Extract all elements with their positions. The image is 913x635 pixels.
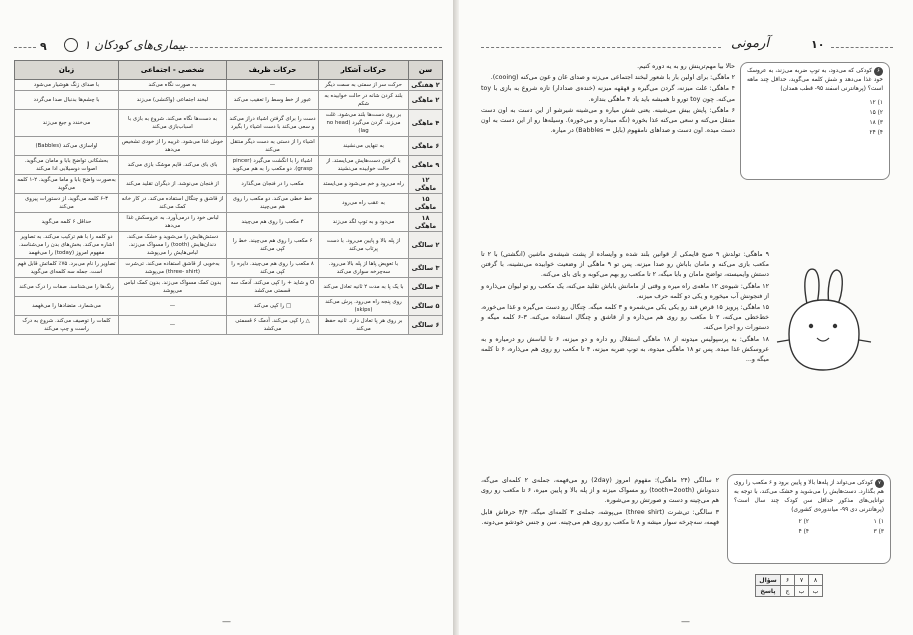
table-cell: اواسازی می‌کند (Babbles) bbox=[15, 137, 119, 156]
table-cell: از فنجان می‌نوشد. از دیگران تقلید می‌کند bbox=[119, 175, 227, 194]
table-cell: با چشم‌ها بدنبال صدا می‌گردد bbox=[15, 91, 119, 110]
age-cell: ۴ سالگی bbox=[409, 278, 443, 297]
table-cell: از قاشق و چنگال استفاده می‌کند. در کار خانه کمک می‌کند bbox=[119, 194, 227, 213]
table-row bbox=[15, 297, 443, 316]
paragraph: ۲ سالگی (۲۴ ماهگی): مفهوم امروز (2day) رو می‌فهمه، جمله‌ی ۲ کلمه‌ای می‌گه، دندوناش (tooth=2ooth) رو مسواک میزنه و از پله بالا و پایین میره، ۶ تا مکعب رو روی هم می‌چینه و دست و صورتش رو می‌شوره. bbox=[481, 477, 720, 505]
page-title: بیماری‌های کودکان ۱ bbox=[84, 38, 186, 52]
option-4[interactable]: ۴) ۲۴ bbox=[869, 130, 883, 136]
table-cell: لباس خود را درمی‌آورد. به عروسکش غذا می‌دهد bbox=[119, 213, 227, 232]
table-cell: با صدای زنگ هوشیار می‌شود bbox=[15, 80, 119, 91]
option-1[interactable]: ۱) ۱ bbox=[873, 519, 884, 525]
age-cell: ۱۲ ماهگی bbox=[409, 175, 443, 194]
table-cell: اشیاء را با انگشت می‌گیرد (pincer grasp). دو مکعب را به هم می‌کوبد bbox=[227, 156, 319, 175]
age-cell: ۳ سالگی bbox=[409, 259, 443, 278]
table-cell: دو کلمه را با هم ترکیب می‌کند. به تصاویر اشاره می‌کند. بخش‌های بدن را می‌شناسد. مفهوم امروز (today) را می‌فهمد bbox=[15, 232, 119, 259]
header-rule bbox=[831, 47, 893, 48]
column-header: حرکات آشکار bbox=[319, 61, 409, 80]
page-number: ۹ bbox=[40, 40, 47, 53]
table-cell: می‌دود و به توپ لگد می‌زند bbox=[319, 213, 409, 232]
option-1[interactable]: ۱) ۱۲ bbox=[869, 100, 883, 106]
age-cell: ۵ سالگی bbox=[409, 297, 443, 316]
answer-key-cell: ج bbox=[781, 586, 795, 597]
table-cell: بر روی دست‌ها بلند می‌شود. غلت می‌زند. گردن می‌گیرد (no head lag) bbox=[319, 110, 409, 137]
answer-key-cell: ۸ bbox=[809, 575, 823, 586]
age-cell: ۲ سالگی bbox=[409, 232, 443, 259]
table-row bbox=[15, 137, 443, 156]
option-2[interactable]: ۲) ۱۵ bbox=[869, 110, 883, 116]
question-box bbox=[727, 474, 891, 564]
explanation-middle bbox=[481, 250, 769, 366]
table-header-row bbox=[15, 61, 443, 80]
table-cell: ۶-۳ کلمه می‌گوید. از دستورات پیروی می‌کند bbox=[15, 194, 119, 213]
table-cell: به‌صورت واضح بابا و ماما می‌گوید. ۲-۱ کلمه می‌گوید bbox=[15, 175, 119, 194]
age-cell: ۴ ماهگی bbox=[409, 110, 443, 137]
column-header: سن bbox=[409, 61, 443, 80]
option-2[interactable]: ۲) ۲ bbox=[798, 519, 809, 525]
table-cell: با تعویض پاها از پله بالا می‌رود. سه‌چرخه سواری می‌کند bbox=[319, 259, 409, 278]
brand-title: آرمونی bbox=[731, 36, 770, 51]
answer-key-table bbox=[755, 574, 823, 597]
page-number: ۱۰ bbox=[811, 38, 825, 51]
option-4[interactable]: ۴) ۴ bbox=[798, 529, 809, 535]
option-3[interactable]: ۳) ۳ bbox=[873, 529, 884, 535]
table-cell: □ را کپی می‌کند bbox=[227, 297, 319, 316]
answer-key-cell: ۶ bbox=[781, 575, 795, 586]
column-header: شخصی - اجتماعی bbox=[119, 61, 227, 80]
table-row bbox=[15, 316, 443, 335]
table-cell: راه می‌رود و خم می‌شود و می‌ایستد bbox=[319, 175, 409, 194]
answer-key-cell: ۷ bbox=[795, 575, 809, 586]
table-cell: از پله بالا و پایین می‌رود. با دست پرتاب می‌کند bbox=[319, 232, 409, 259]
table-cell: رنگ‌ها را می‌شناسد. صفات را درک می‌کند bbox=[15, 278, 119, 297]
left-page bbox=[0, 0, 453, 635]
table-cell: حداقل ۶ کلمه می‌گوید bbox=[15, 213, 119, 232]
age-cell: ۶ ماهگی bbox=[409, 137, 443, 156]
table-cell: روی پنجه راه می‌رود. پرش می‌کند (skips) bbox=[319, 297, 409, 316]
table-cell: خط خطی می‌کند. دو مکعب را روی هم می‌چیند bbox=[227, 194, 319, 213]
table-cell: با یک پا به مدت ۲ ثانیه تعادل می‌کند bbox=[319, 278, 409, 297]
table-row bbox=[15, 194, 443, 213]
header-rule bbox=[180, 47, 442, 48]
table-cell: کلمات را توصیف می‌کند. شروع به درک راست و چپ می‌کند bbox=[15, 316, 119, 335]
table-cell: حرکت سر از سمتی به سمت دیگر bbox=[319, 80, 409, 91]
table-cell: به صورت نگاه می‌کند bbox=[119, 80, 227, 91]
age-cell: ۱۵ ماهگی bbox=[409, 194, 443, 213]
development-table bbox=[14, 60, 443, 335]
table-row bbox=[15, 80, 443, 91]
table-cell: دست را برای گرفتن اشیاء دراز می‌کند و سعی می‌کند با دست اشیاء را بگیرد bbox=[227, 110, 319, 137]
age-cell: ۲ هفتگی bbox=[409, 80, 443, 91]
table-cell: — bbox=[227, 80, 319, 91]
right-page bbox=[459, 0, 913, 635]
paragraph: ۱۲ ماهگی: شیوه‌ی ۱۲ ماهه‌ی راه میره و وقتی از ما‌مانش باباش تقلید می‌کنه، یک مکعب رو تو لیوان می‌ذاره و از فنجونش آب میخوره و یکی دو کلمه حرف میزنه. bbox=[481, 282, 769, 300]
table-cell: O و شاید + را کپی می‌کند. آدمک سه قسمتی می‌کشد bbox=[227, 278, 319, 297]
answer-key-row bbox=[756, 586, 823, 597]
header-rule bbox=[481, 47, 721, 48]
table-cell: با گرفتن دست‌هایش می‌ایستد. از حالت خوابیده می‌نشیند bbox=[319, 156, 409, 175]
question-options bbox=[734, 517, 884, 537]
table-cell: بدون کمک مسواک می‌زند. بدون کمک لباس می‌پوشد bbox=[119, 278, 227, 297]
table-cell: می‌خندد و جیغ می‌زند bbox=[15, 110, 119, 137]
table-cell: تصاویر را نام می‌برد. ۷۵٪ کلماتش قابل فهم است. جمله سه کلمه‌ای می‌گوید bbox=[15, 259, 119, 278]
answer-key-label: پاسخ bbox=[756, 586, 781, 597]
explanation-top bbox=[481, 62, 735, 137]
table-cell: خوش غذا می‌شود. غریبه را از خودی تشخیص می‌دهد bbox=[119, 137, 227, 156]
table-row bbox=[15, 156, 443, 175]
table-cell: — bbox=[119, 316, 227, 335]
table-cell: مکعب را در فنجان می‌گذارد bbox=[227, 175, 319, 194]
table-row bbox=[15, 278, 443, 297]
paragraph: ۱۵ ماهگی: پرویز ۱۵ قرص قند رو یکی یکی می‌شمره و ۳ کلمه میگه. چنگال رو دست می‌گیره و غذا می‌خوره، خط‌خطی می‌کنه، ۲ تا مکعب رو روی هم می‌ذاره و از قاشق و چنگال استفاده می‌کنه. ۳-۶ کلمه میگه و دستورات رو اجرا می‌کنه. bbox=[481, 304, 770, 332]
paragraph: ۹ ماهگی: تولدش ۹ صبح قایمکی از قوانین بلند شده و وایساده از پشت شیشه‌ی ماشین (انگشتی) با ۲ تا مکعب بازی می‌کنه و مامان باباش رو صدا میزنه. پس تو ۹ ماهگی از وضعیت خوابیده می‌نشینه، با گرفتن دستش وایمیسته، تواضح مامان و بابا میگه، ۲ تا مکعب رو بهم می‌کوبه و بای بای می‌کنه. bbox=[481, 251, 769, 279]
table-cell: عبور از خط وسط را تعقیب می‌کند bbox=[227, 91, 319, 110]
column-header: حرکات ظریف bbox=[227, 61, 319, 80]
answer-key-label: سؤال bbox=[756, 575, 781, 586]
paragraph: حالا بیا مهم‌ترینش رو به یه دوره کنیم. bbox=[637, 63, 735, 70]
header-rule bbox=[14, 47, 36, 48]
question-options bbox=[747, 98, 883, 138]
table-row bbox=[15, 91, 443, 110]
table-cell: ۶ مکعب را روی هم می‌چیند. خط را کپی می‌کند bbox=[227, 232, 319, 259]
table-row bbox=[15, 110, 443, 137]
table-cell: △ را کپی می‌کند. آدمک ۶ قسمتی می‌کشد bbox=[227, 316, 319, 335]
footer-mark: — bbox=[681, 617, 690, 627]
smiley-icon bbox=[64, 38, 78, 52]
table-cell: بلند کردن شانه در حالت خوابیده به شکم bbox=[319, 91, 409, 110]
age-cell: ۲ ماهگی bbox=[409, 91, 443, 110]
age-cell: ۹ ماهگی bbox=[409, 156, 443, 175]
question-number-badge: ۷ bbox=[875, 479, 884, 488]
paragraph: ۴ ماهگی: غلت میزنه، گردن می‌گیره و قهقهه میزنه (خنده‌ی صدادار) تازه شروع به بازی با toy می‌کنه. چون toy تورو تا همیشه باید یاد ۴ ماهگی بندازه. bbox=[481, 85, 735, 103]
table-cell: لبخند اجتماعی (واکنشی) می‌زند bbox=[119, 91, 227, 110]
table-cell: بر روی هر پا تعادل دارد. ثانیه حفظ می‌کند bbox=[319, 316, 409, 335]
table-cell: دستش‌هایش را می‌شوید و خشک می‌کند. دندان‌هایش (tooth) را مسواک می‌زند. لباس‌هایش را می‌پوشد bbox=[119, 232, 227, 259]
column-header: زبان bbox=[15, 61, 119, 80]
bunny-icon bbox=[771, 264, 875, 376]
question-box bbox=[740, 62, 890, 180]
table-cell: ۸ مکعب را روی هم می‌چیند. دایره را کپی می‌کند bbox=[227, 259, 319, 278]
answer-key-cell: ب bbox=[795, 586, 809, 597]
table-row bbox=[15, 259, 443, 278]
paragraph: ۲ ماهگی: برای اولین بار با شعور لبخند اجتماعی می‌زنه و صدای غان و غون می‌کنه (cooing). bbox=[490, 74, 735, 82]
answer-key-cell: ب bbox=[809, 586, 823, 597]
paragraph: ۶ ماهگی: پایش بیش می‌شینه. یعنی شش میاره و می‌شینه شیرشو از این دست به اون دست منتقل می‌کنه و سعی می‌کنه غذا بخوره (نگه میداره و می‌خوره). وسیله‌ها رو از این دست به اون دست میده. اون دست و صداهای نامفهوم (بابل = Babbles) در میاره. bbox=[481, 106, 735, 135]
explanation-bottom bbox=[481, 476, 719, 529]
age-cell: ۱۸ ماهگی bbox=[409, 213, 443, 232]
age-cell: ۶ سالگی bbox=[409, 316, 443, 335]
question-text: کودکی که می‌دود، به توپ ضربه می‌زند، به عروسک خود غذا می‌دهد و شش کلمه می‌گوید، حداقل چند ماهه است؟ (پرهانترنی اسفند ۹۵- قطب همدان) bbox=[747, 68, 883, 92]
table-cell: می‌شمارد. متضادها را می‌فهمد bbox=[15, 297, 119, 316]
table-cell: ۴ مکعب را روی هم می‌چیند bbox=[227, 213, 319, 232]
footer-mark: — bbox=[222, 617, 231, 627]
table-cell: به عقب راه می‌رود bbox=[319, 194, 409, 213]
question-number-badge: ۶ bbox=[874, 67, 883, 76]
table-cell: بای بای می‌کند. قایم موشک بازی می‌کند bbox=[119, 156, 227, 175]
table-cell: اشیاء را از دستی به دست دیگر منتقل می‌کند bbox=[227, 137, 319, 156]
option-3[interactable]: ۳) ۱۸ bbox=[869, 120, 883, 126]
table-cell: بحشکانی تواضح بابا و مامان می‌گوید. اصوات دوسیلابی ادا می‌کند bbox=[15, 156, 119, 175]
table-cell: به تنهایی می‌نشیند bbox=[319, 137, 409, 156]
answer-key-row bbox=[756, 575, 823, 586]
paragraph: ۱۸ ماهگی: به پرسپولیس میدونه از ۱۸ ماهگی استقلال رو داره و دو میزنه، ۶ تا لباسش رو درمیاره و به عروسکش غذا میده. پس تو ۱۸ ماهگی میدوه، به توپ ضربه میزنه، ۴ تا مکعب رو روی هم می‌ذاره، ۶ تا کلمه میگه و... bbox=[481, 335, 769, 364]
table-cell: به‌خوبی از قاشق استفاده می‌کند. تی‌شرت (three- shirt) می‌پوشد bbox=[119, 259, 227, 278]
table-row bbox=[15, 232, 443, 259]
table-row bbox=[15, 213, 443, 232]
table-cell: به دست‌ها نگاه می‌کند. شروع به بازی با اسباب‌بازی می‌کند bbox=[119, 110, 227, 137]
question-text: کودکی می‌تواند از پله‌ها بالا و پایین برود و ۶ مکعب را روی هم بگذارد. دست‌هایش را می‌شوید و خشک می‌کند، با توجه به توانایی‌های مذکور حداقل سن کودک چند سال است؟ (پرهانترنی دی ۹۹- میاندوره‌ی کشوری) bbox=[734, 480, 884, 513]
paragraph: ۳ سالگی: تی‌شرت (three shirt) می‌پوشه، جمله‌ی ۳ کلمه‌ای میگه، ۳/۴ حرفاش قابل فهمه، سه‌چرخه سوار میشه و ۸ تا مکعب رو روی هم می‌چینه. سن و جنس خودشو می‌دونه. bbox=[481, 508, 719, 526]
table-row bbox=[15, 175, 443, 194]
table-cell: — bbox=[119, 297, 227, 316]
